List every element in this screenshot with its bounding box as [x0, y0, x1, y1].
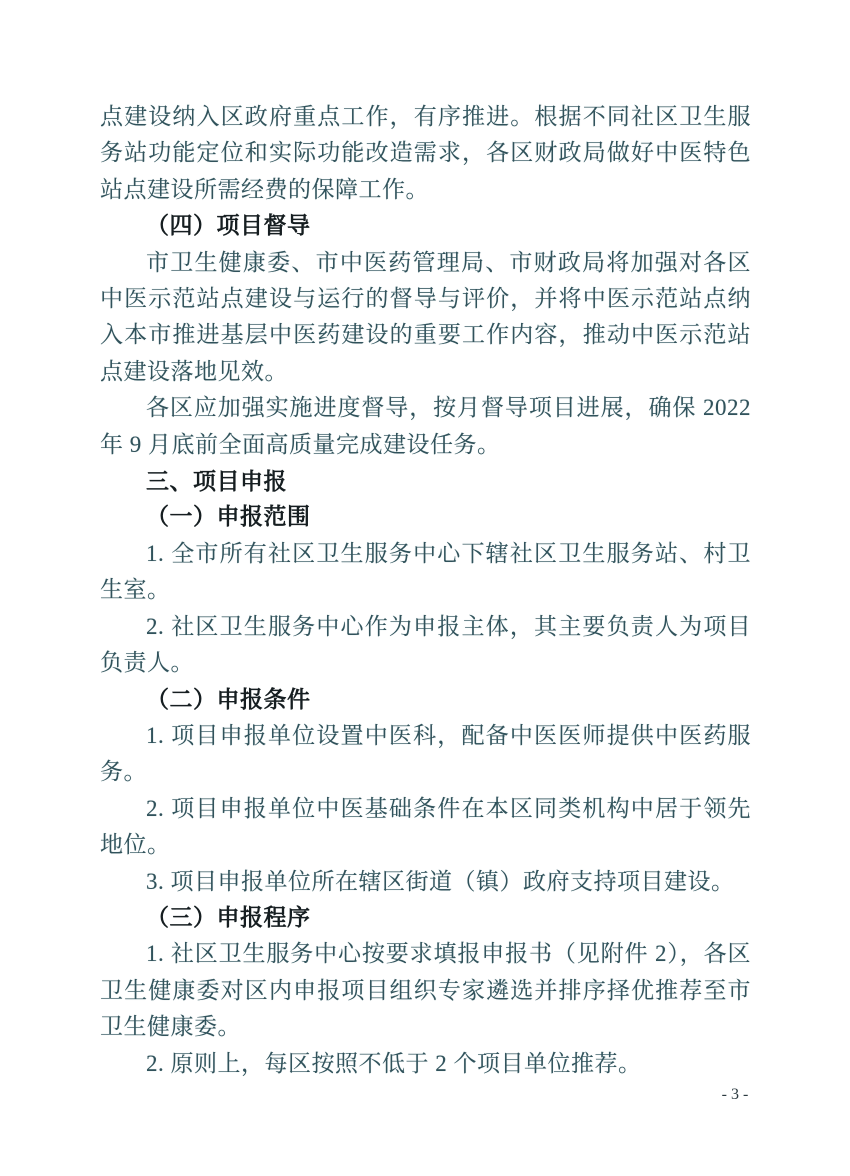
paragraph: 2. 社区卫生服务中心作为申报主体，其主要负责人为项目负责人。: [100, 613, 751, 676]
document-content: [100, 99, 751, 1082]
section-heading: （三）申报程序: [146, 904, 311, 930]
paragraph: 点建设纳入区政府重点工作，有序推进。根据不同社区卫生服务站功能定位和实际功能改造需求，各区财政局做好中医特色站点建设所需经费的保障工作。: [100, 104, 751, 202]
section-heading: （二）申报条件: [146, 686, 311, 712]
paragraph: 2. 原则上，每区按照不低于 2 个项目单位推荐。: [146, 1050, 642, 1076]
paragraph: 2. 项目申报单位中医基础条件在本区同类机构中居于领先地位。: [100, 795, 751, 858]
paragraph: 市卫生健康委、市中医药管理局、市财政局将加强对各区中医示范站点建设与运行的督导与评价，并将中医示范站点纳入本市推进基层中医药建设的重要工作内容，推动中医示范站点建设落地见效。: [100, 249, 751, 384]
page-number: - 3 -: [721, 1086, 749, 1103]
paragraph: 1. 全市所有社区卫生服务中心下辖社区卫生服务站、村卫生室。: [100, 540, 751, 603]
section-heading: 三、项目申报: [146, 468, 287, 495]
section-heading: （四）项目督导: [146, 213, 311, 239]
paragraph: 1. 社区卫生服务中心按要求填报申报书（见附件 2），各区卫生健康委对区内申报项目组织专家遴选并排序择优推荐至市卫生健康委。: [100, 941, 751, 1040]
paragraph: 3. 项目申报单位所在辖区街道（镇）政府支持项目建设。: [146, 868, 735, 894]
paragraph: 各区应加强实施进度督导，按月督导项目进展，确保 2022 年 9 月底前全面高质量完成建设任务。: [100, 395, 751, 457]
section-heading: （一）申报范围: [146, 504, 311, 530]
paragraph: 1. 项目申报单位设置中医科，配备中医医师提供中医药服务。: [100, 722, 751, 785]
